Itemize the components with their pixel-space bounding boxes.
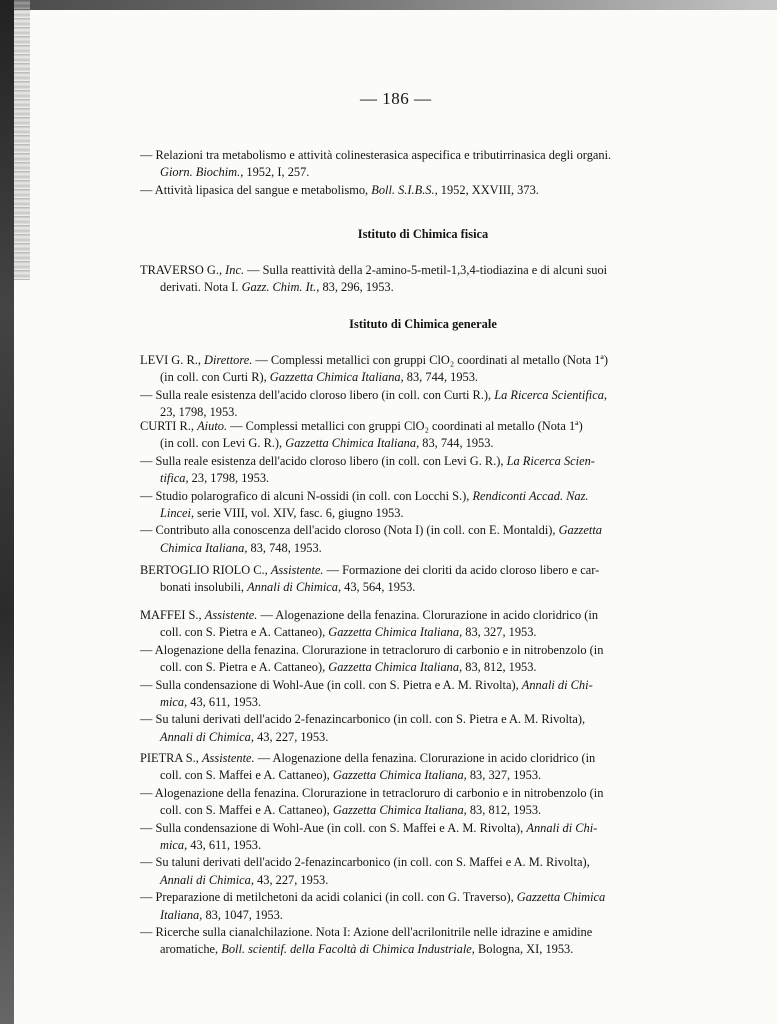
- entry-text: — Preparazione di metilchetoni da acidi colanici (in coll. con G. Traverso),: [140, 890, 514, 905]
- entry-line: [140, 435, 706, 452]
- journal-title: Annali di Chi-: [526, 820, 598, 835]
- entry-line: [140, 941, 706, 958]
- journal-title: Gazzetta Chimica Italiana,: [285, 436, 420, 451]
- entry-text: aromatiche,: [160, 942, 219, 957]
- author-name: CURTI R.,: [140, 419, 194, 433]
- journal-title: mica,: [160, 838, 188, 853]
- entry-line: [140, 453, 706, 470]
- entry-text: — Alogenazione della fenazina. Clorurazione in acido cloridrico (in: [257, 608, 599, 622]
- entry-text: — Attività lipasica del sangue e metabolismo,: [140, 183, 369, 197]
- author-role: Assistente.: [270, 563, 324, 577]
- author-name: MAFFEI S.,: [140, 608, 202, 622]
- entry-line: — Ricerche sulla cianalchilazione. Nota I: Azione dell'acrilonitrile nelle idrazine e amidine: [140, 925, 593, 940]
- entry-line: [140, 907, 706, 924]
- citation-details: 43, 564, 1953.: [341, 580, 416, 595]
- entry-line: [140, 279, 706, 296]
- author-role: Inc.: [225, 263, 245, 277]
- entry-line: — Su taluni derivati dell'acido 2-fenazincarbonico (in coll. con S. Pietra e A. M. Rivolta),: [140, 712, 586, 727]
- journal-title: Annali di Chi-: [521, 677, 593, 692]
- author-entry-levi: [140, 352, 706, 422]
- author-entry-traverso: [140, 262, 706, 297]
- journal-title: La Ricerca Scientifica,: [494, 387, 607, 402]
- citation-details: 43, 611, 1953.: [187, 695, 262, 710]
- entry-line: — Su taluni derivati dell'acido 2-fenazincarbonico (in coll. con S. Maffei e A. M. Rivolta),: [140, 855, 590, 870]
- entry-text: (in coll. con Curti R),: [160, 370, 267, 385]
- entry-line: [140, 659, 706, 676]
- entry-line: [140, 677, 706, 694]
- entry-line: [140, 607, 706, 624]
- entry-line: [140, 387, 706, 404]
- section-heading: Istituto di Chimica fisica: [357, 227, 489, 241]
- journal-title: mica,: [160, 695, 188, 710]
- entry-line: [140, 164, 706, 181]
- entry-line: [140, 562, 706, 579]
- entry-line: [140, 624, 706, 641]
- citation-details: 83, 812, 1953.: [462, 660, 537, 675]
- citation-details: 23, 1798, 1953.: [188, 471, 270, 486]
- entry-text: — Sulla reale esistenza dell'acido cloroso libero (in coll. con Levi G. R.),: [140, 453, 504, 468]
- journal-title: Annali di Chimica,: [247, 580, 342, 595]
- author-name: BERTOGLIO RIOLO C.,: [140, 563, 268, 577]
- entry-line: [140, 418, 706, 435]
- citation-details: 43, 611, 1953.: [187, 838, 262, 853]
- citation-details: 83, 812, 1953.: [466, 803, 542, 818]
- journal-title: Italiana,: [160, 907, 203, 922]
- journal-title: Gazz. Chim. It.,: [241, 280, 320, 295]
- entry-line: [140, 694, 706, 711]
- citation-details: 83, 748, 1953.: [247, 540, 322, 555]
- author-entry-pietra: [140, 750, 706, 959]
- author-name: TRAVERSO G.,: [140, 263, 223, 277]
- entry-line: [140, 522, 706, 539]
- entry-line: 23, 1798, 1953.: [160, 405, 238, 420]
- author-entry-bertoglio: [140, 562, 706, 597]
- entry-line: [140, 470, 706, 487]
- journal-title: Boll. scientif. della Facoltà di Chimica Industriale,: [221, 942, 475, 957]
- citation-details: 1952, XXVIII, 373.: [437, 183, 539, 197]
- author-entry-curti: [140, 418, 706, 557]
- author-role: Assistente.: [204, 608, 258, 622]
- citation-details: 83, 327, 1953.: [462, 625, 537, 640]
- entry-text: coll. con S. Maffei e A. Cattaneo),: [160, 803, 330, 818]
- entry-line: [140, 802, 706, 819]
- journal-title: Gazzetta Chimica Italiana,: [332, 803, 467, 818]
- entry-line: [140, 767, 706, 784]
- citation-details: 43, 227, 1953.: [253, 729, 329, 744]
- citation-details: 83, 1047, 1953.: [202, 907, 283, 922]
- entry-line: [140, 505, 706, 522]
- entry-line: [140, 750, 706, 767]
- entry-text: — Formazione dei cloriti da acido cloroso libero e car-: [323, 563, 600, 577]
- entry-line: [140, 369, 706, 386]
- entry-text: — Sulla condensazione di Wohl-Aue (in coll. con S. Maffei e A. M. Rivolta),: [140, 820, 524, 835]
- journal-title: Rendiconti Accad. Naz.: [472, 488, 589, 503]
- journal-title: Lincei,: [160, 506, 195, 521]
- author-entry-maffei: [140, 607, 706, 746]
- entry-text: — Sulla reattività della 2-amino-5-metil-1,3,4-tiodiazina e di alcuni suoi: [244, 263, 608, 277]
- entry-line: [140, 182, 706, 199]
- citation-details: 83, 744, 1953.: [419, 436, 494, 451]
- journal-title: Annali di Chimica,: [160, 872, 254, 887]
- journal-title: Gazzetta Chimica Italiana,: [328, 660, 463, 675]
- author-role: Assistente.: [201, 751, 255, 765]
- journal-title: tifica,: [160, 471, 189, 486]
- entry-text: (in coll. con Levi G. R.),: [160, 436, 283, 451]
- author-role: Aiuto.: [197, 419, 228, 433]
- entry-line: — Relazioni tra metabolismo e attività colinesterasica aspecifica e tributirrinasica degli organi.: [140, 148, 612, 162]
- entry-text: — Sulla reale esistenza dell'acido cloroso libero (in coll. con Curti R.),: [140, 387, 492, 402]
- journal-title: Gazzetta Chimica Italiana,: [269, 370, 404, 385]
- entry-text: coll. con S. Pietra e A. Cattaneo),: [160, 625, 326, 640]
- author-role: Direttore.: [204, 353, 253, 367]
- entry-line: [140, 262, 706, 279]
- entry-line: [140, 579, 706, 596]
- journal-title: Gazzetta Chimica: [516, 890, 606, 905]
- journal-title: La Ricerca Scien-: [506, 453, 595, 468]
- entry-text: coll. con S. Pietra e A. Cattaneo),: [160, 660, 326, 675]
- scan-binding-edge: [0, 0, 14, 1024]
- citation-details: 83, 327, 1953.: [466, 768, 542, 783]
- bibliography-entry: [140, 147, 706, 182]
- section-heading: Istituto di Chimica generale: [349, 317, 497, 331]
- citation-details: 43, 227, 1953.: [253, 872, 329, 887]
- entry-line: [140, 872, 706, 889]
- journal-title: Gazzetta Chimica Italiana,: [332, 768, 467, 783]
- entry-line: [140, 352, 706, 369]
- citation-details: 83, 744, 1953.: [403, 370, 479, 385]
- entry-text: — Studio polarografico di alcuni N-ossidi (in coll. con Locchi S.),: [140, 488, 470, 503]
- journal-title: Chimica Italiana,: [160, 540, 248, 555]
- entry-text: bonati insolubili,: [160, 580, 244, 595]
- entry-text: — Contributo alla conoscenza dell'acido cloroso (Nota I) (in coll. con E. Montaldi),: [140, 523, 556, 538]
- citation-details: 83, 296, 1953.: [319, 280, 394, 295]
- bibliography-entry: [140, 182, 706, 199]
- page-number: — 186 —: [360, 89, 432, 108]
- entry-text: coll. con S. Maffei e A. Cattaneo),: [160, 768, 330, 783]
- entry-line: — Alogenazione della fenazina. Clorurazione in tetracloruro di carbonio e in nitrobenzolo (in: [140, 642, 604, 657]
- entry-line: [140, 820, 706, 837]
- journal-title: Gazzetta: [558, 523, 602, 538]
- entry-line: [140, 729, 706, 746]
- journal-title: Gazzetta Chimica Italiana,: [328, 625, 463, 640]
- entry-line: [140, 540, 706, 557]
- citation-details: serie VIII, vol. XIV, fasc. 6, giugno 1953.: [194, 506, 404, 521]
- entry-text: — Sulla condensazione di Wohl-Aue (in coll. con S. Pietra e A. M. Rivolta),: [140, 677, 519, 692]
- entry-line: [140, 837, 706, 854]
- author-name: PIETRA S.,: [140, 751, 199, 765]
- citation-details: 1952, I, 257.: [243, 165, 310, 180]
- entry-text: — Alogenazione della fenazina. Clorurazione in acido cloridrico (in: [254, 751, 596, 765]
- entry-line: — Alogenazione della fenazina. Clorurazione in tetracloruro di carbonio e in nitrobenzolo (in: [140, 785, 604, 800]
- journal-title: Giorn. Biochim.,: [160, 165, 244, 180]
- scan-binding-shadow: [14, 0, 30, 280]
- entry-text: — Complessi metallici con gruppi ClO₂ coordinati al metallo (Nota 1ª): [227, 419, 583, 433]
- entry-text: derivati. Nota I.: [160, 280, 239, 295]
- scan-top-edge: [0, 0, 777, 10]
- entry-line: [140, 488, 706, 505]
- citation-details: Bologna, XI, 1953.: [474, 942, 574, 957]
- entry-text: — Complessi metallici con gruppi ClO₂ coordinati al metallo (Nota 1ª): [252, 353, 608, 367]
- author-name: LEVI G. R.,: [140, 353, 201, 367]
- entry-line: [140, 889, 706, 906]
- journal-title: Annali di Chimica,: [160, 729, 254, 744]
- journal-title: Boll. S.I.B.S.,: [371, 183, 438, 197]
